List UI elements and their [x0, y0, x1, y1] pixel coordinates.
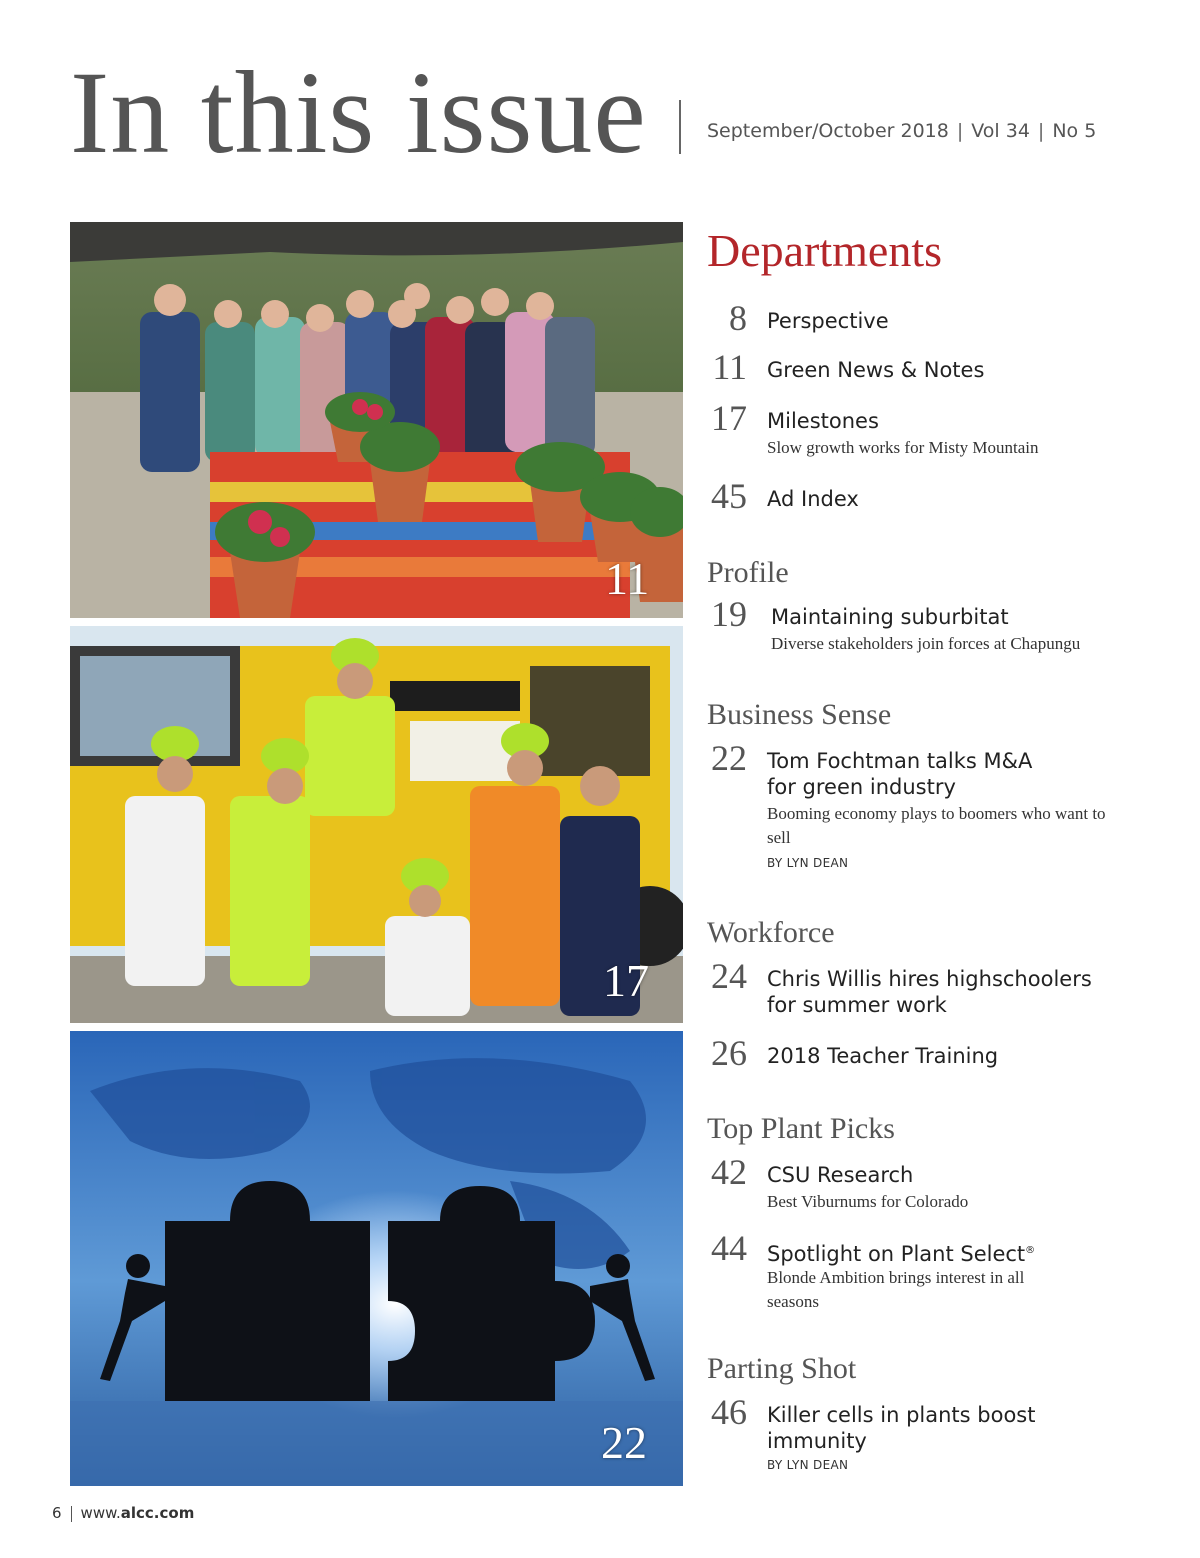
toc-entry[interactable] — [707, 596, 1167, 658]
entry-subtitle: Diverse stakeholders join forces at Chapungu — [771, 634, 1081, 653]
issue-date: September/October 2018 — [707, 120, 949, 142]
issue-number: No 5 — [1052, 120, 1097, 142]
footer-page-number: 6 — [52, 1504, 62, 1522]
toc-entry[interactable] — [707, 1394, 1167, 1474]
section-heading-departments: Departments — [707, 225, 943, 276]
toc-entry[interactable] — [707, 300, 1167, 336]
toc-entry[interactable] — [707, 1035, 1167, 1071]
page-footer — [52, 1504, 194, 1522]
toc-entry[interactable] — [707, 478, 1167, 514]
entry-page-number: 44 — [711, 1228, 747, 1268]
section-heading-profile: Profile — [707, 556, 789, 589]
section-heading-business-sense: Business Sense — [707, 698, 892, 731]
separator: | — [1037, 120, 1045, 142]
entry-page-number: 17 — [711, 398, 747, 438]
footer-divider — [71, 1506, 72, 1522]
entry-page-number: 24 — [711, 956, 747, 996]
entry-title: Killer cells in plants boost immunity — [767, 1403, 1036, 1453]
entry-title: Maintaining suburbitat — [771, 605, 1009, 629]
entry-title: CSU Research — [767, 1163, 914, 1187]
entry-title — [767, 1238, 1157, 1267]
photo-puzzle-pieces-world-map[interactable] — [70, 1031, 683, 1486]
photo-crew-with-loader[interactable] — [70, 626, 683, 1023]
footer-url-domain: alcc.com — [120, 1504, 195, 1522]
masthead — [70, 48, 1150, 178]
section-heading-top-plant-picks: Top Plant Picks — [707, 1112, 895, 1145]
entry-title: Ad Index — [767, 487, 859, 511]
entry-subtitle: Best Viburnums for Colorado — [767, 1192, 969, 1211]
photo-page-number: 17 — [603, 955, 649, 1006]
issue-info — [707, 120, 1096, 142]
entry-byline: BY LYN DEAN — [767, 1458, 849, 1472]
entry-page-number: 26 — [711, 1033, 747, 1073]
entry-title: 2018 Teacher Training — [767, 1044, 999, 1068]
toc-entry[interactable] — [707, 740, 1167, 880]
title-divider — [679, 100, 681, 154]
entry-subtitle: Blonde Ambition brings interest in all seasons — [767, 1268, 1025, 1311]
toc-entry[interactable] — [707, 958, 1167, 1018]
entry-title: Milestones — [767, 409, 879, 433]
registered-mark: ® — [1025, 1245, 1036, 1256]
entry-page-number: 45 — [711, 476, 747, 516]
photo-page-number: 22 — [601, 1417, 647, 1468]
footer-url-prefix: www. — [80, 1504, 121, 1522]
page-title: In this issue — [70, 47, 647, 178]
section-heading-workforce: Workforce — [707, 916, 835, 949]
entry-page-number: 8 — [729, 298, 747, 338]
separator: | — [956, 120, 964, 142]
footer-url[interactable] — [81, 1504, 195, 1522]
toc-entry[interactable] — [707, 349, 1167, 385]
toc-entry[interactable] — [707, 1154, 1167, 1214]
toc-entry[interactable] — [707, 400, 1167, 460]
entry-byline: BY LYN DEAN — [767, 856, 849, 870]
entry-title: Green News & Notes — [767, 358, 985, 382]
section-heading-parting-shot: Parting Shot — [707, 1352, 857, 1385]
entry-title: Perspective — [767, 309, 889, 333]
entry-title: Tom Fochtman talks M&A for green industry — [767, 749, 1033, 799]
issue-volume: Vol 34 — [971, 120, 1030, 142]
entry-page-number: 19 — [711, 594, 747, 634]
toc-entry[interactable] — [707, 1230, 1167, 1316]
entry-title: Chris Willis hires highschoolers for summer work — [767, 967, 1092, 1017]
entry-subtitle: Booming economy plays to boomers who want to sell — [767, 804, 1106, 847]
entry-page-number: 22 — [711, 738, 747, 778]
photo-women-with-plants[interactable] — [70, 222, 683, 618]
entry-subtitle: Slow growth works for Misty Mountain — [767, 438, 1039, 457]
photo-page-number: 11 — [605, 553, 650, 604]
entry-page-number: 46 — [711, 1392, 747, 1432]
entry-page-number: 11 — [712, 347, 747, 387]
entry-title-text: Spotlight on Plant Select — [767, 1242, 1026, 1266]
entry-page-number: 42 — [711, 1152, 747, 1192]
